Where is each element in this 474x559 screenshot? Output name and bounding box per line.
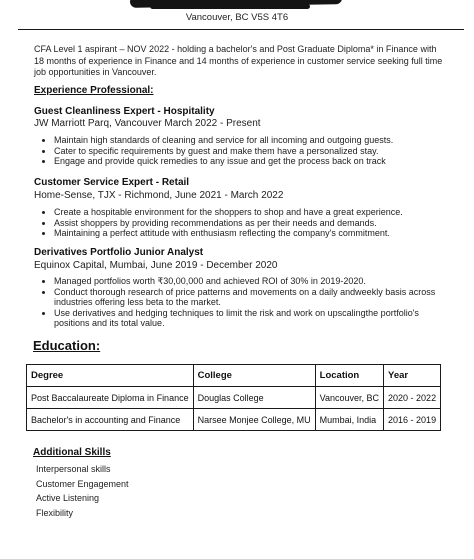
job-bullet: • Cater to specific requirements by guest and make them have a personalized stay. xyxy=(54,146,444,157)
table-cell: 2016 - 2019 xyxy=(384,409,441,431)
job-subtitle: Home-Sense, TJX - Richmond, June 2021 - March 2022 xyxy=(34,190,284,201)
job-bullet: • Engage and provide quick remedies to any issue and get the process back on track xyxy=(54,156,444,167)
job-bullets xyxy=(34,207,444,239)
skill-item: Customer Engagement xyxy=(36,478,129,489)
profile-summary: CFA Level 1 aspirant – NOV 2022 - holding a bachelor's and Post Graduate Diploma* in Finance with 18 months of experience in Finance and 14 months of experience in customer service seeking full time job opportunities in Vancouver. xyxy=(34,44,443,77)
job-bullet: • Conduct thorough research of price patterns and movements on a daily andweekly basis across industries offering less beta to the market. xyxy=(54,287,444,308)
skill-item: Interpersonal skills xyxy=(36,464,111,474)
table-cell: Post Baccalaureate Diploma in Finance xyxy=(27,387,194,409)
job-title: Guest Cleanliness Expert - Hospitality xyxy=(34,106,215,117)
job-title: Derivatives Portfolio Junior Analyst xyxy=(34,247,204,258)
job-bullet: • Assist shoppers by providing recommendations as per their needs and demands. xyxy=(54,218,444,229)
job-bullet: • Create a hospitable environment for the shoppers to shop and have a great experience. xyxy=(54,207,444,218)
job-bullets xyxy=(34,135,444,167)
table-cell: Douglas College xyxy=(193,387,315,409)
table-cell: Bachelor's in accounting and Finance xyxy=(27,409,194,431)
table-row xyxy=(27,409,441,431)
redacted-name-stroke xyxy=(150,4,310,9)
education-heading: Education: xyxy=(33,338,101,353)
table-cell: 2020 - 2022 xyxy=(384,387,441,409)
table-cell: Narsee Monjee College, MU xyxy=(193,409,315,431)
skill-item: Active Listening xyxy=(36,493,100,503)
column-header: Degree xyxy=(27,365,194,387)
skills-heading: Additional Skills xyxy=(33,447,111,458)
job-bullet: • Maintaining a perfect attitude with enthusiasm reflecting the company's commitment. xyxy=(54,228,444,239)
job-bullet: • Use derivatives and hedging techniques to limit the risk and work on upscalingthe portfolio's positions and its total value. xyxy=(54,308,444,329)
header-divider xyxy=(18,29,464,30)
job-title: Customer Service Expert - Retail xyxy=(34,177,190,188)
table-row xyxy=(27,387,441,409)
skills-list xyxy=(36,464,129,522)
column-header: Location xyxy=(315,365,383,387)
column-header: College xyxy=(193,365,315,387)
table-header-row xyxy=(27,365,441,387)
education-table xyxy=(26,364,441,431)
table-cell: Mumbai, India xyxy=(315,409,383,431)
job-subtitle: Equinox Capital, Mumbai, June 2019 - December 2020 xyxy=(34,260,278,271)
job-bullet: • Maintain high standards of cleaning and service for all incoming and outgoing guests. xyxy=(54,135,444,146)
skill-item: Flexibility xyxy=(36,507,74,518)
column-header: Year xyxy=(384,365,441,387)
table-cell: Vancouver, BC xyxy=(315,387,383,409)
address-line: Vancouver, BC V5S 4T6 xyxy=(185,12,289,23)
job-subtitle: JW Marriott Parq, Vancouver March 2022 - Present xyxy=(34,118,261,129)
job-bullets xyxy=(34,276,444,329)
job-bullet: • Managed portfolios worth ₹30,00,000 and achieved ROI of 30% in 2019-2020. xyxy=(54,276,444,287)
experience-heading: Experience Professional: xyxy=(34,85,154,96)
